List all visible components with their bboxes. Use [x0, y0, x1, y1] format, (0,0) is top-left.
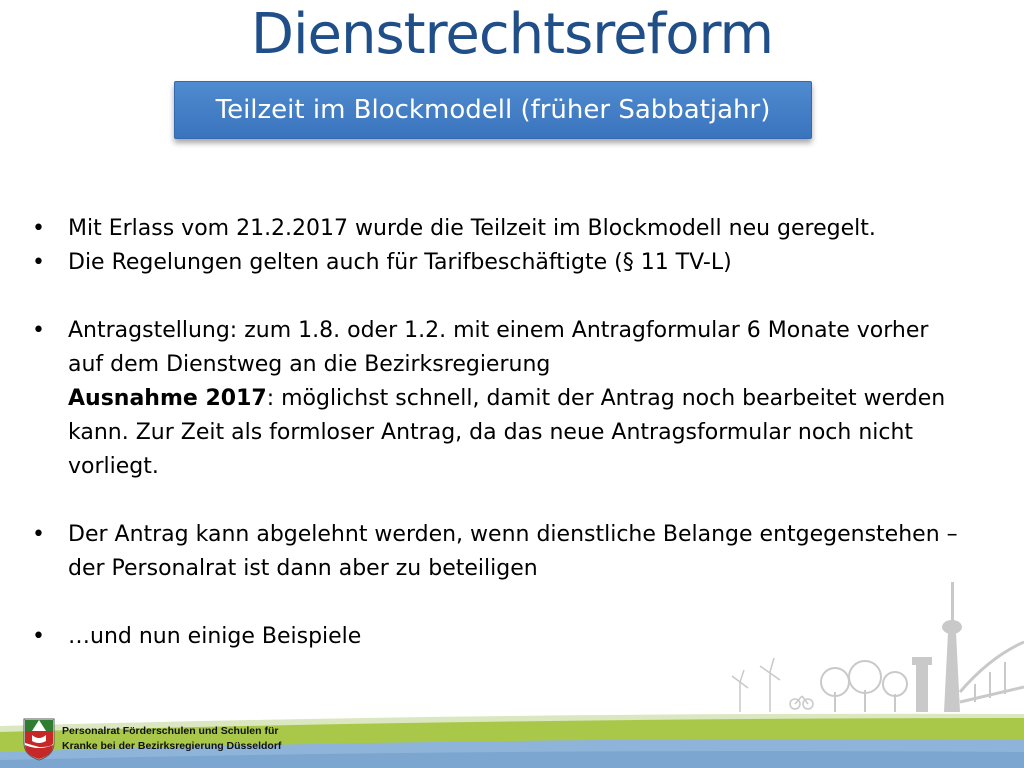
bullet-text: Mit Erlass vom 21.2.2017 wurde die Teilzeit im Blockmodell neu geregelt. — [68, 216, 876, 241]
subtitle-banner: Teilzeit im Blockmodell (früher Sabbatjahr) — [174, 81, 812, 139]
bullet-text: der Personalrat ist dann aber zu beteiligen — [68, 556, 538, 581]
footer-line: Personalrat Förderschulen und Schulen für — [62, 725, 279, 737]
exception-label: Ausnahme 2017 — [68, 386, 267, 411]
list-item — [30, 212, 1005, 246]
bullet-text: …und nun einige Beispiele — [68, 624, 362, 649]
bullet-text — [68, 382, 1005, 416]
nrw-coat-of-arms-icon — [22, 717, 56, 761]
exception-text: : möglichst schnell, damit der Antrag noch bearbeitet werden — [266, 386, 946, 411]
footer-line: Kranke bei der Bezirksregierung Düsseldorf — [62, 740, 282, 752]
duesseldorf-skyline-icon — [660, 572, 1024, 722]
bullet-marker: • — [32, 522, 45, 547]
footer-org-name — [62, 724, 281, 754]
bullet-text: auf dem Dienstweg an die Bezirksregierung — [68, 352, 551, 377]
list-item — [30, 246, 1005, 280]
bullet-text: Die Regelungen gelten auch für Tarifbeschäftigte (§ 11 TV-L) — [68, 250, 732, 275]
bullet-marker: • — [32, 250, 45, 275]
bullet-text: kann. Zur Zeit als formloser Antrag, da das neue Antragsformular noch nicht — [68, 420, 914, 445]
bullet-text: vorliegt. — [68, 454, 159, 479]
list-item — [30, 314, 1005, 484]
bullet-marker: • — [32, 318, 45, 343]
bullet-text: Der Antrag kann abgelehnt werden, wenn dienstliche Belange entgegenstehen – — [68, 522, 958, 547]
page-title: Dienstrechtsreform — [250, 2, 774, 67]
bullet-text: Antragstellung: zum 1.8. oder 1.2. mit einem Antragformular 6 Monate vorher — [68, 318, 929, 343]
bullet-marker: • — [32, 216, 45, 241]
bullet-marker: • — [32, 624, 45, 649]
